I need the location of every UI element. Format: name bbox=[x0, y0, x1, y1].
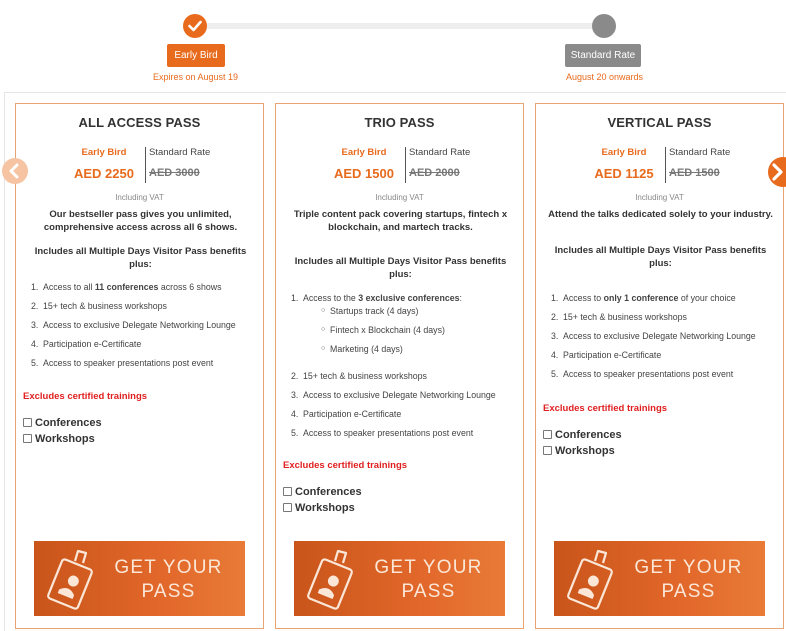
workshops-checkbox[interactable]: Workshops bbox=[283, 501, 355, 517]
standard-rate-button[interactable]: Standard Rate bbox=[565, 44, 641, 67]
workshops-checkbox[interactable]: Workshops bbox=[23, 432, 95, 448]
standard-price: AED 3000 bbox=[149, 167, 200, 179]
benefit-item: 1. Access to all 11 conferences across 6 shows bbox=[31, 282, 222, 292]
excludes-note: Excludes certified trainings bbox=[23, 391, 148, 402]
early-bird-label: Early Bird bbox=[341, 147, 387, 158]
conferences-checkbox[interactable]: Conferences bbox=[283, 485, 362, 501]
badge-icon bbox=[302, 547, 364, 611]
pricing-timeline bbox=[0, 0, 786, 92]
pass-description: Triple content pack covering startups, fintech x blockchain, and martech tracks. bbox=[293, 209, 508, 233]
pass-card-vertical bbox=[535, 103, 784, 629]
benefits-list bbox=[291, 292, 521, 446]
standard-rate-label: Standard Rate bbox=[669, 147, 731, 158]
timeline-track bbox=[205, 23, 600, 29]
conferences-checkbox[interactable]: Conferences bbox=[543, 428, 622, 444]
benefit-item: 1. Access to the 3 exclusive conferences: bbox=[291, 293, 462, 303]
early-bird-check-icon[interactable] bbox=[183, 14, 207, 38]
includes-heading: Includes all Multiple Days Visitor Pass benefits plus: bbox=[294, 256, 507, 280]
sub-item: ○ Marketing (4 days) bbox=[321, 344, 403, 354]
pass-title: ALL ACCESS PASS bbox=[78, 115, 201, 130]
early-bird-label: Early Bird bbox=[601, 147, 647, 158]
benefit-item: 2. 15+ tech & business workshops bbox=[291, 371, 427, 381]
early-bird-price: AED 1125 bbox=[594, 166, 654, 181]
excludes-note: Excludes certified trainings bbox=[283, 460, 408, 471]
rate-divider bbox=[405, 147, 406, 183]
early-bird-price: AED 2250 bbox=[74, 166, 134, 181]
get-your-pass-button[interactable] bbox=[554, 541, 765, 616]
benefit-item: 4. Participation e-Certificate bbox=[551, 350, 662, 360]
benefit-item: 1. Access to only 1 conference of your choice bbox=[551, 293, 736, 303]
benefits-list bbox=[551, 292, 781, 387]
pass-card-all-access bbox=[15, 103, 264, 629]
vat-note: Including VAT bbox=[115, 193, 164, 202]
early-bird-label: Early Bird bbox=[81, 147, 127, 158]
benefit-item: 3. Access to exclusive Delegate Networking Lounge bbox=[551, 331, 756, 341]
benefit-item: 2. 15+ tech & business workshops bbox=[551, 312, 687, 322]
sub-item: ○ Fintech x Blockchain (4 days) bbox=[321, 325, 445, 335]
conference-sublist bbox=[321, 305, 551, 362]
carousel-next-button[interactable] bbox=[768, 157, 786, 187]
early-bird-price: AED 1500 bbox=[334, 166, 394, 181]
conferences-checkbox[interactable]: Conferences bbox=[23, 416, 102, 432]
includes-heading: Includes all Multiple Days Visitor Pass benefits plus: bbox=[554, 245, 767, 269]
benefit-item: 5. Access to speaker presentations post event bbox=[291, 428, 474, 438]
pass-title: TRIO PASS bbox=[364, 115, 435, 130]
get-your-pass-button[interactable] bbox=[294, 541, 505, 616]
pass-description: Attend the talks dedicated solely to your industry. bbox=[548, 209, 773, 220]
standard-rate-label: Standard Rate bbox=[409, 147, 471, 158]
get-your-pass-label: GET YOUR PASS bbox=[114, 557, 223, 602]
pass-description: Our bestseller pass gives you unlimited, comprehensive access across all 6 shows. bbox=[43, 209, 238, 233]
get-your-pass-label: GET YOUR PASS bbox=[634, 557, 743, 602]
benefit-item: 5. Access to speaker presentations post event bbox=[551, 369, 734, 379]
get-your-pass-button[interactable] bbox=[34, 541, 245, 616]
standard-price: AED 1500 bbox=[669, 167, 720, 179]
rate-divider bbox=[145, 147, 146, 183]
standard-rate-label: Standard Rate bbox=[149, 147, 211, 158]
badge-icon bbox=[562, 547, 624, 611]
get-your-pass-label: GET YOUR PASS bbox=[374, 557, 483, 602]
pass-title: VERTICAL PASS bbox=[607, 115, 712, 130]
chevron-right-icon bbox=[768, 157, 786, 187]
early-bird-button[interactable]: Early Bird bbox=[167, 44, 225, 67]
standard-rate-start-note: August 20 onwards bbox=[566, 72, 644, 82]
excludes-note: Excludes certified trainings bbox=[543, 403, 668, 414]
benefit-item: 5. Access to speaker presentations post event bbox=[31, 358, 214, 368]
benefit-item: 3. Access to exclusive Delegate Networking Lounge bbox=[291, 390, 496, 400]
workshops-checkbox[interactable]: Workshops bbox=[543, 444, 615, 460]
benefit-item: 2. 15+ tech & business workshops bbox=[31, 301, 167, 311]
chevron-left-icon bbox=[2, 158, 28, 184]
standard-rate-dot-icon[interactable] bbox=[592, 14, 616, 38]
includes-heading: Includes all Multiple Days Visitor Pass benefits plus: bbox=[34, 246, 247, 270]
benefit-item: 4. Participation e-Certificate bbox=[291, 409, 402, 419]
pass-rates bbox=[276, 145, 523, 185]
vat-note: Including VAT bbox=[635, 193, 684, 202]
rate-divider bbox=[665, 147, 666, 183]
pass-rates bbox=[16, 145, 263, 185]
benefit-item: 4. Participation e-Certificate bbox=[31, 339, 142, 349]
pass-rates bbox=[536, 145, 783, 185]
benefit-item: 3. Access to exclusive Delegate Networking Lounge bbox=[31, 320, 236, 330]
benefits-list bbox=[31, 281, 261, 376]
badge-icon bbox=[42, 547, 104, 611]
carousel-prev-button[interactable] bbox=[2, 158, 28, 184]
standard-price: AED 2000 bbox=[409, 167, 460, 179]
vat-note: Including VAT bbox=[375, 193, 424, 202]
pass-card-trio bbox=[275, 103, 524, 629]
sub-item: ○ Startups track (4 days) bbox=[321, 306, 419, 316]
early-bird-expiry-note: Expires on August 19 bbox=[153, 72, 239, 82]
